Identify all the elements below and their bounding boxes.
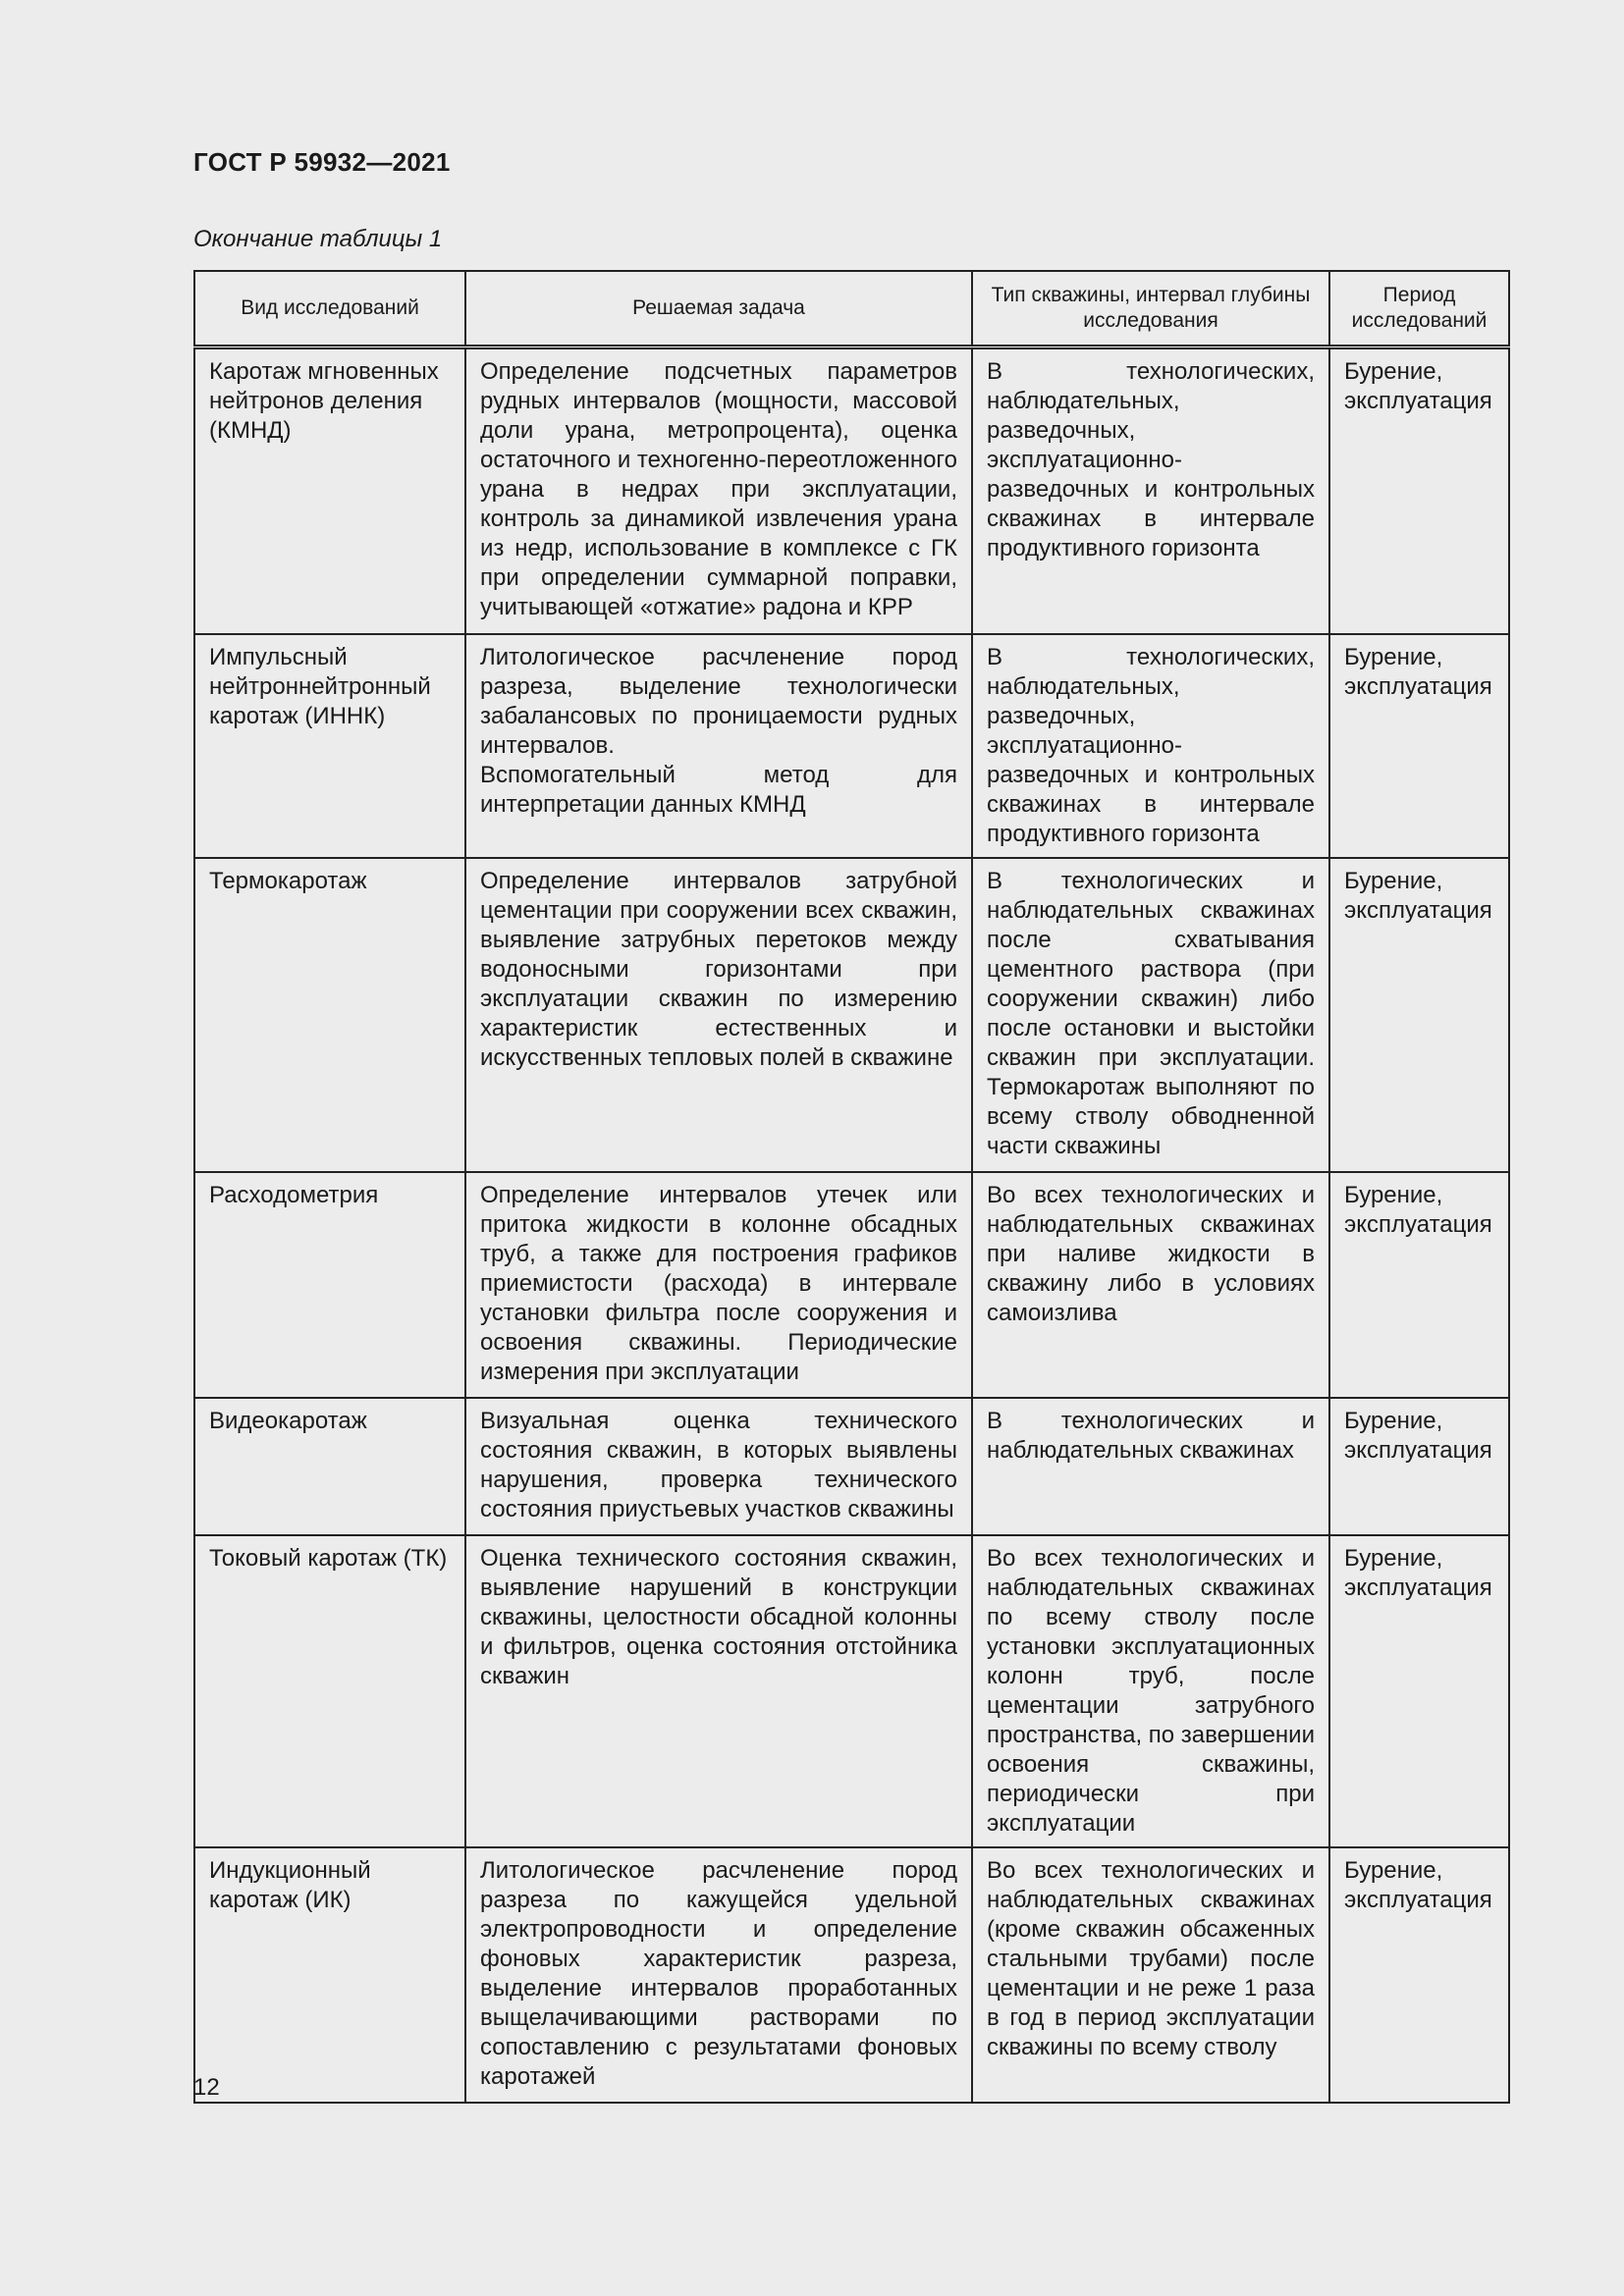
cell-period: Бурение, эксплуатация <box>1329 1847 1509 2103</box>
column-header-type: Вид исследований <box>194 271 465 347</box>
table-row <box>194 634 1509 858</box>
cell-period: Бурение, эксплуатация <box>1329 1535 1509 1847</box>
cell-well: В технологических и наблюдательных скважинах <box>972 1398 1329 1535</box>
research-methods-table <box>193 270 1510 2104</box>
cell-well: В технологических, наблюдательных, разведочных, эксплуатационно-разведочных и контрольных скважинах в интервале продуктивного горизонта <box>972 634 1329 858</box>
cell-task: Определение интервалов затрубной цементации при сооружении всех скважин, выявление затрубных перетоков между водоносными горизонтами при эксплуатации скважин по измерению характеристик естественных и искусственных тепловых полей в скважине <box>465 858 972 1172</box>
table-row <box>194 1535 1509 1847</box>
column-header-well: Тип скважины, интервал глубины исследования <box>972 271 1329 347</box>
cell-well: В технологических, наблюдательных, разведочных, эксплуатационно-разведочных и контрольных скважинах в интервале продуктивного горизонта <box>972 347 1329 634</box>
cell-task: Определение подсчетных параметров рудных интервалов (мощности, массовой доли урана, метропроцента), оценка остаточного и техногенно-переотложенного урана в недрах при эксплуатации, контроль за динамикой извлечения урана из недр, использование в комплексе с ГК при определении суммарной поправки, учитывающей «отжатие» радона и КРР <box>465 347 972 634</box>
cell-period: Бурение, эксплуатация <box>1329 634 1509 858</box>
cell-well: В технологических и наблюдательных скважинах после схватывания цементного раствора (при сооружении скважин) либо после остановки и выстойки скважин при эксплуатации. Термокаротаж выполняют по всему стволу обводненной части скважины <box>972 858 1329 1172</box>
cell-task: Литологическое расчленение пород разреза, выделение технологически забалансовых по проницаемости рудных интервалов. Вспомогательный метод для интерпретации данных КМНД <box>465 634 972 858</box>
column-header-task: Решаемая задача <box>465 271 972 347</box>
cell-task: Оценка технического состояния скважин, выявление нарушений в конструкции скважины, целостности обсадной колонны и фильтров, оценка состояния отстойника скважин <box>465 1535 972 1847</box>
cell-type: Термокаротаж <box>194 858 465 1172</box>
cell-type: Расходометрия <box>194 1172 465 1398</box>
cell-task: Визуальная оценка технического состояния скважин, в которых выявлены нарушения, проверка технического состояния приустьевых участков скважины <box>465 1398 972 1535</box>
table-header-row <box>194 271 1509 347</box>
cell-type: Индукционный каротаж (ИК) <box>194 1847 465 2103</box>
page-number: 12 <box>193 2074 220 2101</box>
cell-well: Во всех технологических и наблюдательных скважинах по всему стволу после установки эксплуатационных колонн труб, после цементации затрубного пространства, по завершении освоения скважины, периодически при эксплуатации <box>972 1535 1329 1847</box>
column-header-period: Период исследований <box>1329 271 1509 347</box>
cell-well: Во всех технологических и наблюдательных скважинах (кроме скважин обсаженных стальными трубами) после цементации и не реже 1 раза в год в период эксплуатации скважины по всему стволу <box>972 1847 1329 2103</box>
cell-type: Импульсный нейтроннейтронный каротаж (ИННК) <box>194 634 465 858</box>
cell-period: Бурение, эксплуатация <box>1329 347 1509 634</box>
document-standard-code: ГОСТ Р 59932—2021 <box>193 147 451 177</box>
cell-task: Определение интервалов утечек или притока жидкости в колонне обсадных труб, а также для построения графиков приемистости (расхода) в интервале установки фильтра после сооружения и освоения скважины. Периодические измерения при эксплуатации <box>465 1172 972 1398</box>
table-row <box>194 347 1509 634</box>
table-row <box>194 1847 1509 2103</box>
cell-type: Каротаж мгновенных нейтронов деления (КМНД) <box>194 347 465 634</box>
cell-task: Литологическое расчленение пород разреза по кажущейся удельной электропроводности и определение фоновых характеристик разреза, выделение интервалов проработанных выщелачивающими растворами по сопоставлению с результатами фоновых каротажей <box>465 1847 972 2103</box>
cell-period: Бурение, эксплуатация <box>1329 1172 1509 1398</box>
cell-type: Видеокаротаж <box>194 1398 465 1535</box>
table-row <box>194 1172 1509 1398</box>
table-row <box>194 1398 1509 1535</box>
cell-well: Во всех технологических и наблюдательных скважинах при наливе жидкости в скважину либо в условиях самоизлива <box>972 1172 1329 1398</box>
table-row <box>194 858 1509 1172</box>
table-caption: Окончание таблицы 1 <box>193 226 443 252</box>
cell-period: Бурение, эксплуатация <box>1329 858 1509 1172</box>
cell-period: Бурение, эксплуатация <box>1329 1398 1509 1535</box>
cell-type: Токовый каротаж (ТК) <box>194 1535 465 1847</box>
